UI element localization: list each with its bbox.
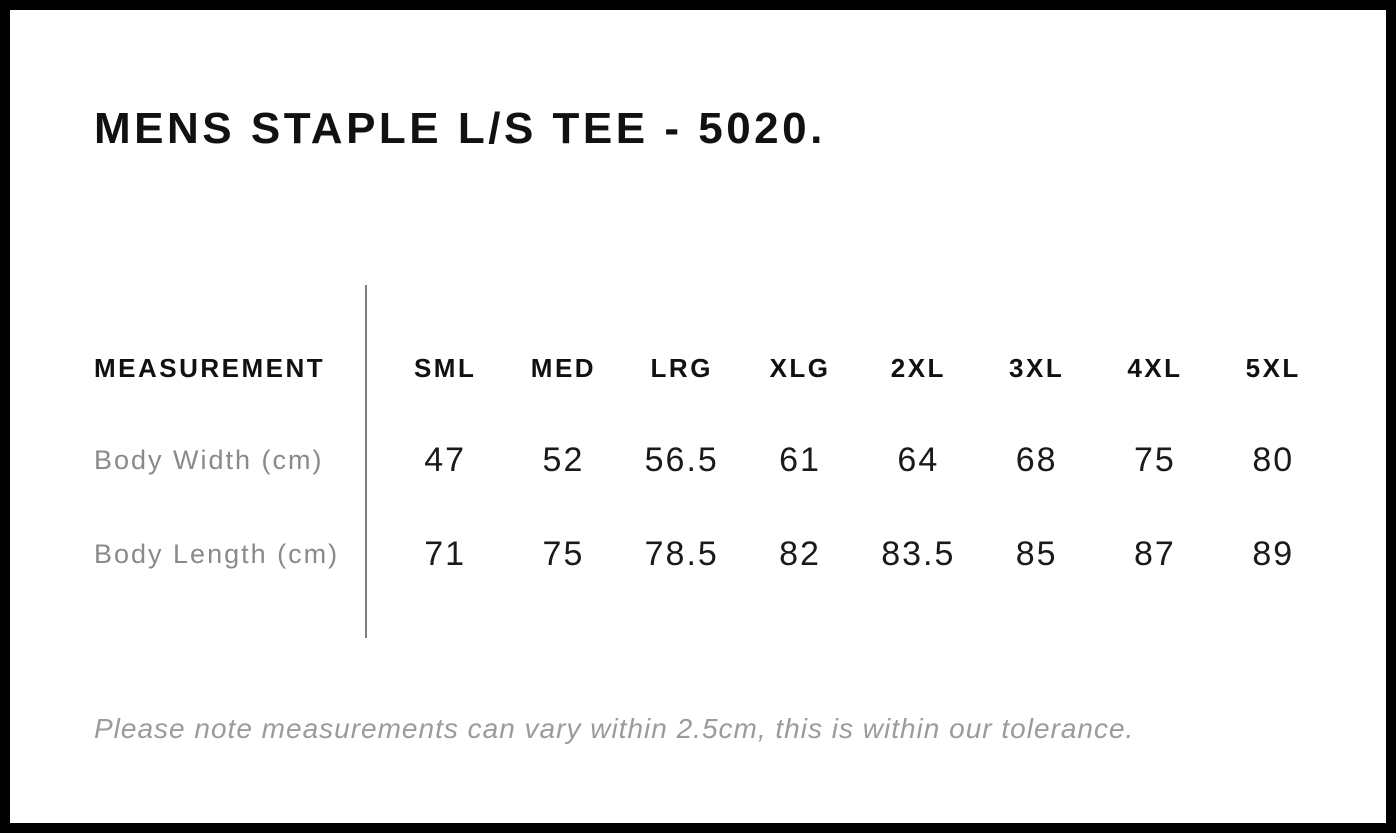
header-measurement: MEASUREMENT <box>94 353 326 383</box>
product-title: MENS STAPLE L/S TEE - 5020. <box>94 104 826 153</box>
measurement-value: 68 <box>1015 441 1058 479</box>
size-table-header-row <box>94 348 1336 388</box>
row-label: Body Width (cm) <box>94 444 324 475</box>
row-label: Body Length (cm) <box>94 538 340 569</box>
header-size-3xl: 3XL <box>1009 353 1065 383</box>
measurement-value: 56.5 <box>644 441 719 479</box>
measurement-value: 83.5 <box>881 535 956 573</box>
header-size-5xl: 5XL <box>1245 353 1301 383</box>
header-size-4xl: 4XL <box>1127 353 1183 383</box>
measurement-value: 61 <box>779 441 821 479</box>
table-row <box>94 534 1336 574</box>
tolerance-note: Please note measurements can vary within 2.5cm, this is within our tolerance. <box>94 713 1135 744</box>
measurement-value: 71 <box>424 535 467 573</box>
measurement-value: 78.5 <box>644 535 719 573</box>
measurement-value: 80 <box>1252 441 1295 479</box>
measurement-value: 85 <box>1015 535 1058 573</box>
header-size-xlg: XLG <box>769 353 831 383</box>
table-row <box>94 440 1336 480</box>
measurement-value: 64 <box>897 441 940 479</box>
header-size-med: MED <box>530 353 597 383</box>
measurement-value: 89 <box>1252 535 1295 573</box>
header-size-sml: SML <box>413 353 477 383</box>
size-table <box>94 285 1336 638</box>
header-size-2xl: 2XL <box>890 353 946 383</box>
measurement-value: 82 <box>779 535 821 573</box>
measurement-value: 47 <box>424 441 467 479</box>
measurement-value: 52 <box>542 441 585 479</box>
measurement-value: 75 <box>542 535 585 573</box>
header-size-lrg: LRG <box>650 353 713 383</box>
measurement-value: 87 <box>1134 535 1176 573</box>
measurement-value: 75 <box>1134 441 1176 479</box>
